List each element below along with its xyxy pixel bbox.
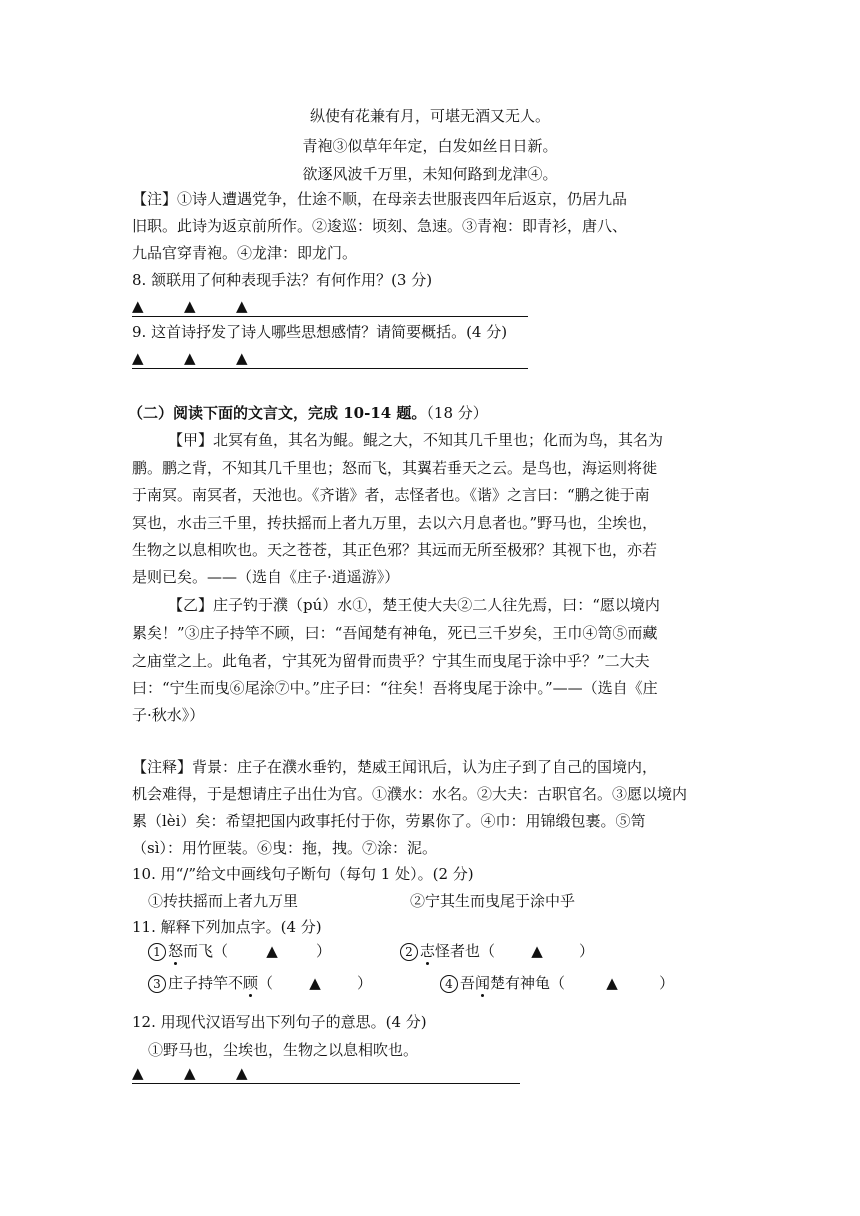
answer-line-q9[interactable] — [132, 348, 528, 369]
answer-mark: ▲ — [184, 349, 196, 367]
passage-yi-line-3: 之庙堂之上。此龟者，宁其死为留骨而贵乎？宁其生而曳尾于涂中乎？”二大夫 — [132, 652, 650, 670]
section-2-score: （18 分） — [426, 404, 488, 422]
q11-item-3: 3 庄子持竿不顾（ ▲ ） — [148, 973, 372, 993]
notes-line-4: （sì）：用竹匣装。⑥曳：拖，拽。⑦涂：泥。 — [132, 839, 437, 857]
q11-item-number: 1 — [148, 943, 166, 961]
poem-line-2: 青袍③似草年年定，白发如丝日日新。 — [302, 137, 558, 155]
answer-mark: ▲ — [236, 349, 248, 367]
q11-item-1: 1 怒而飞（ ▲ ） — [148, 941, 331, 961]
poem-line-3: 欲逐风波千万里，未知何路到龙津④。 — [302, 165, 558, 183]
notes-line-1: 【注释】背景：庄子在濮水垂钓，楚威王闻讯后，认为庄子到了自己的国境内， — [132, 758, 658, 776]
answer-mark: ▲ — [309, 974, 321, 992]
section-2-title: （二）阅读下面的文言文，完成 10-14 题。 — [128, 404, 427, 422]
question-8: 8. 颔联用了何种表现手法？有何作用？(3 分) — [132, 271, 433, 289]
q11-item-number: 4 — [440, 975, 458, 993]
answer-mark: ▲ — [132, 1064, 144, 1082]
q12-item-1: ①野马也，尘埃也，生物之以息相吹也。 — [148, 1041, 419, 1059]
question-9: 9. 这首诗抒发了诗人哪些思想感情？请简要概括。(4 分) — [132, 323, 508, 341]
passage-jia-line-4: 冥也，水击三千里，抟扶摇而上者九万里，去以六月息者也。”野马也，尘埃也， — [132, 514, 658, 532]
answer-line-q12[interactable] — [132, 1063, 520, 1084]
notes-line-3: 累（lèi）矣：希望把国内政事托付于你，劳累你了。④巾：用锦缎包裹。⑤笥 — [132, 812, 646, 830]
answer-mark: ▲ — [266, 942, 278, 960]
answer-mark: ▲ — [606, 974, 618, 992]
q11-item-4: 4 吾闻楚有神龟（ ▲ ） — [440, 973, 674, 993]
passage-yi-line-2: 累矣！”③庄子持竿不顾，曰：“吾闻楚有神龟，死已三千岁矣，王巾④笥⑤而藏 — [132, 624, 658, 642]
q11-blank-3[interactable] — [273, 973, 357, 993]
q11-blank-4[interactable] — [565, 973, 659, 993]
dotted-char: 顾 — [243, 974, 259, 992]
passage-yi-line-4: 曰：“宁生而曳⑥尾涂⑦中。”庄子曰：“往矣！吾将曳尾于涂中。”——（选自《庄 — [132, 679, 658, 697]
q10-item-2: ②宁其生而曳尾于涂中乎 — [410, 892, 576, 910]
passage-jia-line-6: 是则已矣。——（选自《庄子·逍遥游》） — [132, 568, 400, 586]
poem-note-line-3: 九品官穿青袍。④龙津：即龙门。 — [132, 244, 358, 262]
answer-mark: ▲ — [531, 942, 543, 960]
question-10: 10. 用“/”给文中画线句子断句（每句 1 处）。(2 分) — [132, 865, 474, 883]
q10-item-1: ①抟扶摇而上者九万里 — [148, 892, 299, 910]
q11-blank-1[interactable] — [228, 941, 316, 961]
answer-mark: ▲ — [236, 297, 248, 315]
q11-item-number: 3 — [148, 975, 166, 993]
q11-blank-2[interactable] — [495, 941, 579, 961]
section-2-heading — [128, 403, 748, 423]
notes-line-2: 机会难得，于是想请庄子出仕为官。①濮水：水名。②大夫：古职官名。③愿以境内 — [132, 785, 688, 803]
passage-jia-line-3: 于南冥。南冥者，天池也。《齐谐》者，志怪者也。《谐》之言曰：“鹏之徙于南 — [132, 486, 650, 504]
dotted-char: 闻 — [475, 974, 491, 992]
passage-jia-line-1: 【甲】北冥有鱼，其名为鲲。鲲之大，不知其几千里也；化而为鸟，其名为 — [168, 431, 664, 449]
passage-jia-line-5: 生物之以息相吹也。天之苍苍，其正色邪？其远而无所至极邪？其视下也，亦若 — [132, 541, 658, 559]
passage-yi-line-5: 子·秋水》） — [132, 706, 205, 724]
answer-mark: ▲ — [184, 297, 196, 315]
q11-item-number: 2 — [400, 943, 418, 961]
question-12: 12. 用现代汉语写出下列句子的意思。(4 分) — [132, 1013, 427, 1031]
answer-mark: ▲ — [236, 1064, 248, 1082]
answer-mark: ▲ — [132, 349, 144, 367]
dotted-char: 怒 — [168, 942, 184, 960]
passage-yi-line-1: 【乙】庄子钓于濮（pú）水①，楚王使大夫②二人往先焉，曰：“愿以境内 — [168, 596, 660, 614]
poem-note-line-2: 旧职。此诗为返京前所作。②逡巡：顷刻、急速。③青袍：即青衫，唐八、 — [132, 217, 628, 235]
answer-mark: ▲ — [132, 297, 144, 315]
q11-item-2: 2 志怪者也（ ▲ ） — [400, 941, 594, 961]
passage-jia-line-2: 鹏。鹏之背，不知其几千里也；怒而飞，其翼若垂天之云。是鸟也，海运则将徙 — [132, 459, 658, 477]
dotted-char: 志 — [420, 942, 436, 960]
answer-line-q8[interactable] — [132, 296, 528, 317]
answer-mark: ▲ — [184, 1064, 196, 1082]
question-11: 11. 解释下列加点字。(4 分) — [132, 918, 322, 936]
poem-line-1: 纵使有花兼有月，可堪无酒又无人。 — [309, 107, 550, 125]
poem-note-line-1: 【注】①诗人遭遇党争，仕途不顺，在母亲去世服丧四年后返京，仍居九品 — [132, 190, 628, 208]
